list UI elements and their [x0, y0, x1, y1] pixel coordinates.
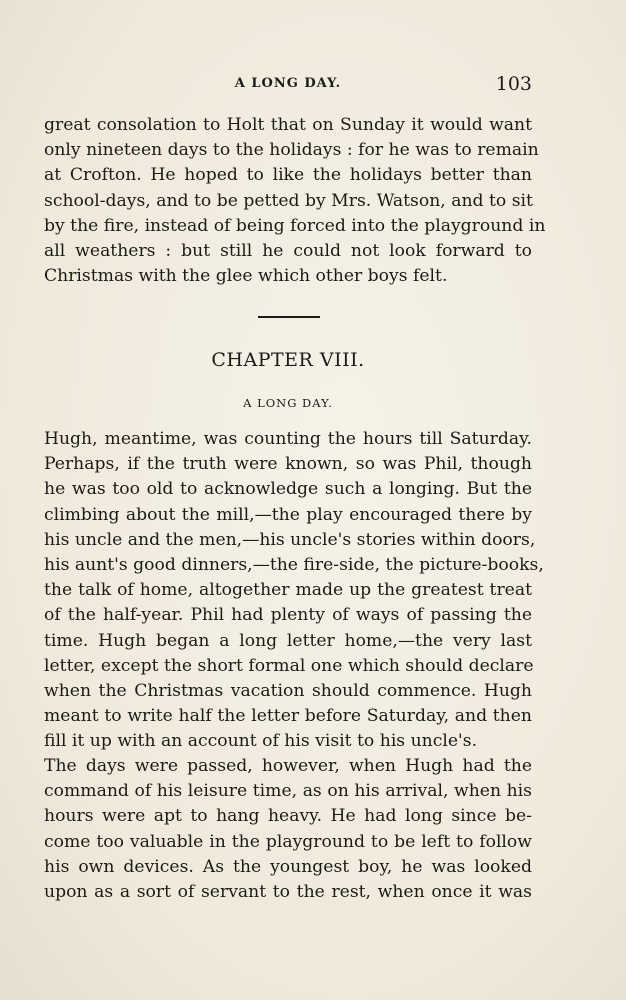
- paragraph-2: [44, 427, 544, 755]
- text-line: his aunt's good dinners,—the fire-side, the picture-books,: [44, 555, 544, 576]
- paragraph-3: [44, 754, 532, 905]
- text-line: come too valuable in the playground to be left to follow: [44, 831, 532, 852]
- paragraph-1: [44, 113, 546, 289]
- running-head-title: A LONG DAY.: [234, 76, 342, 91]
- page-number: 103: [495, 73, 532, 95]
- text-line: when the Christmas vacation should commence. Hugh: [44, 681, 532, 702]
- text-line: upon as a sort of servant to the rest, when once it was: [44, 882, 532, 903]
- text-line: by the fire, instead of being forced into the playground in: [44, 215, 546, 236]
- text-line: his uncle and the men,—his uncle's stories within doors,: [44, 529, 536, 550]
- text-line: time. Hugh began a long letter home,—the very last: [44, 630, 532, 651]
- chapter-heading: CHAPTER VIII.: [211, 349, 365, 371]
- text-line: great consolation to Holt that on Sunday it would want: [44, 115, 532, 135]
- text-line: climbing about the mill,—the play encouraged there by: [44, 504, 532, 525]
- text-line: The days were passed, however, when Hugh had the: [44, 756, 532, 776]
- text-line: hours were apt to hang heavy. He had long since be-: [44, 806, 532, 827]
- text-line: command of his leisure time, as on his arrival, when his: [44, 781, 532, 802]
- text-line: his own devices. As the youngest boy, he was looked: [44, 856, 532, 877]
- running-head: [44, 73, 532, 100]
- text-line: meant to write half the letter before Saturday, and then: [44, 706, 532, 727]
- text-line: he was too old to acknowledge such a longing. But the: [44, 479, 532, 500]
- text-line: of the half-year. Phil had plenty of ways of passing the: [44, 605, 532, 626]
- text-line: Christmas with the glee which other boys felt.: [44, 266, 448, 287]
- text-line: all weathers : but still he could not look forward to: [44, 241, 532, 262]
- text-line: school-days, and to be petted by Mrs. Watson, and to sit: [44, 190, 533, 211]
- text-line: only nineteen days to the holidays : for he was to remain: [44, 140, 539, 161]
- section-divider-rule: [258, 316, 320, 318]
- text-line: letter, except the short formal one which should declare: [44, 655, 534, 676]
- chapter-subheading: A LONG DAY.: [243, 396, 333, 410]
- text-line: the talk of home, altogether made up the greatest treat: [44, 580, 532, 601]
- text-line: fill it up with an account of his visit to his uncle's.: [44, 731, 478, 752]
- text-line: Hugh, meantime, was counting the hours till Saturday.: [44, 429, 532, 449]
- text-line: Perhaps, if the truth were known, so was Phil, though: [44, 454, 532, 475]
- text-line: at Crofton. He hoped to like the holidays better than: [44, 165, 532, 186]
